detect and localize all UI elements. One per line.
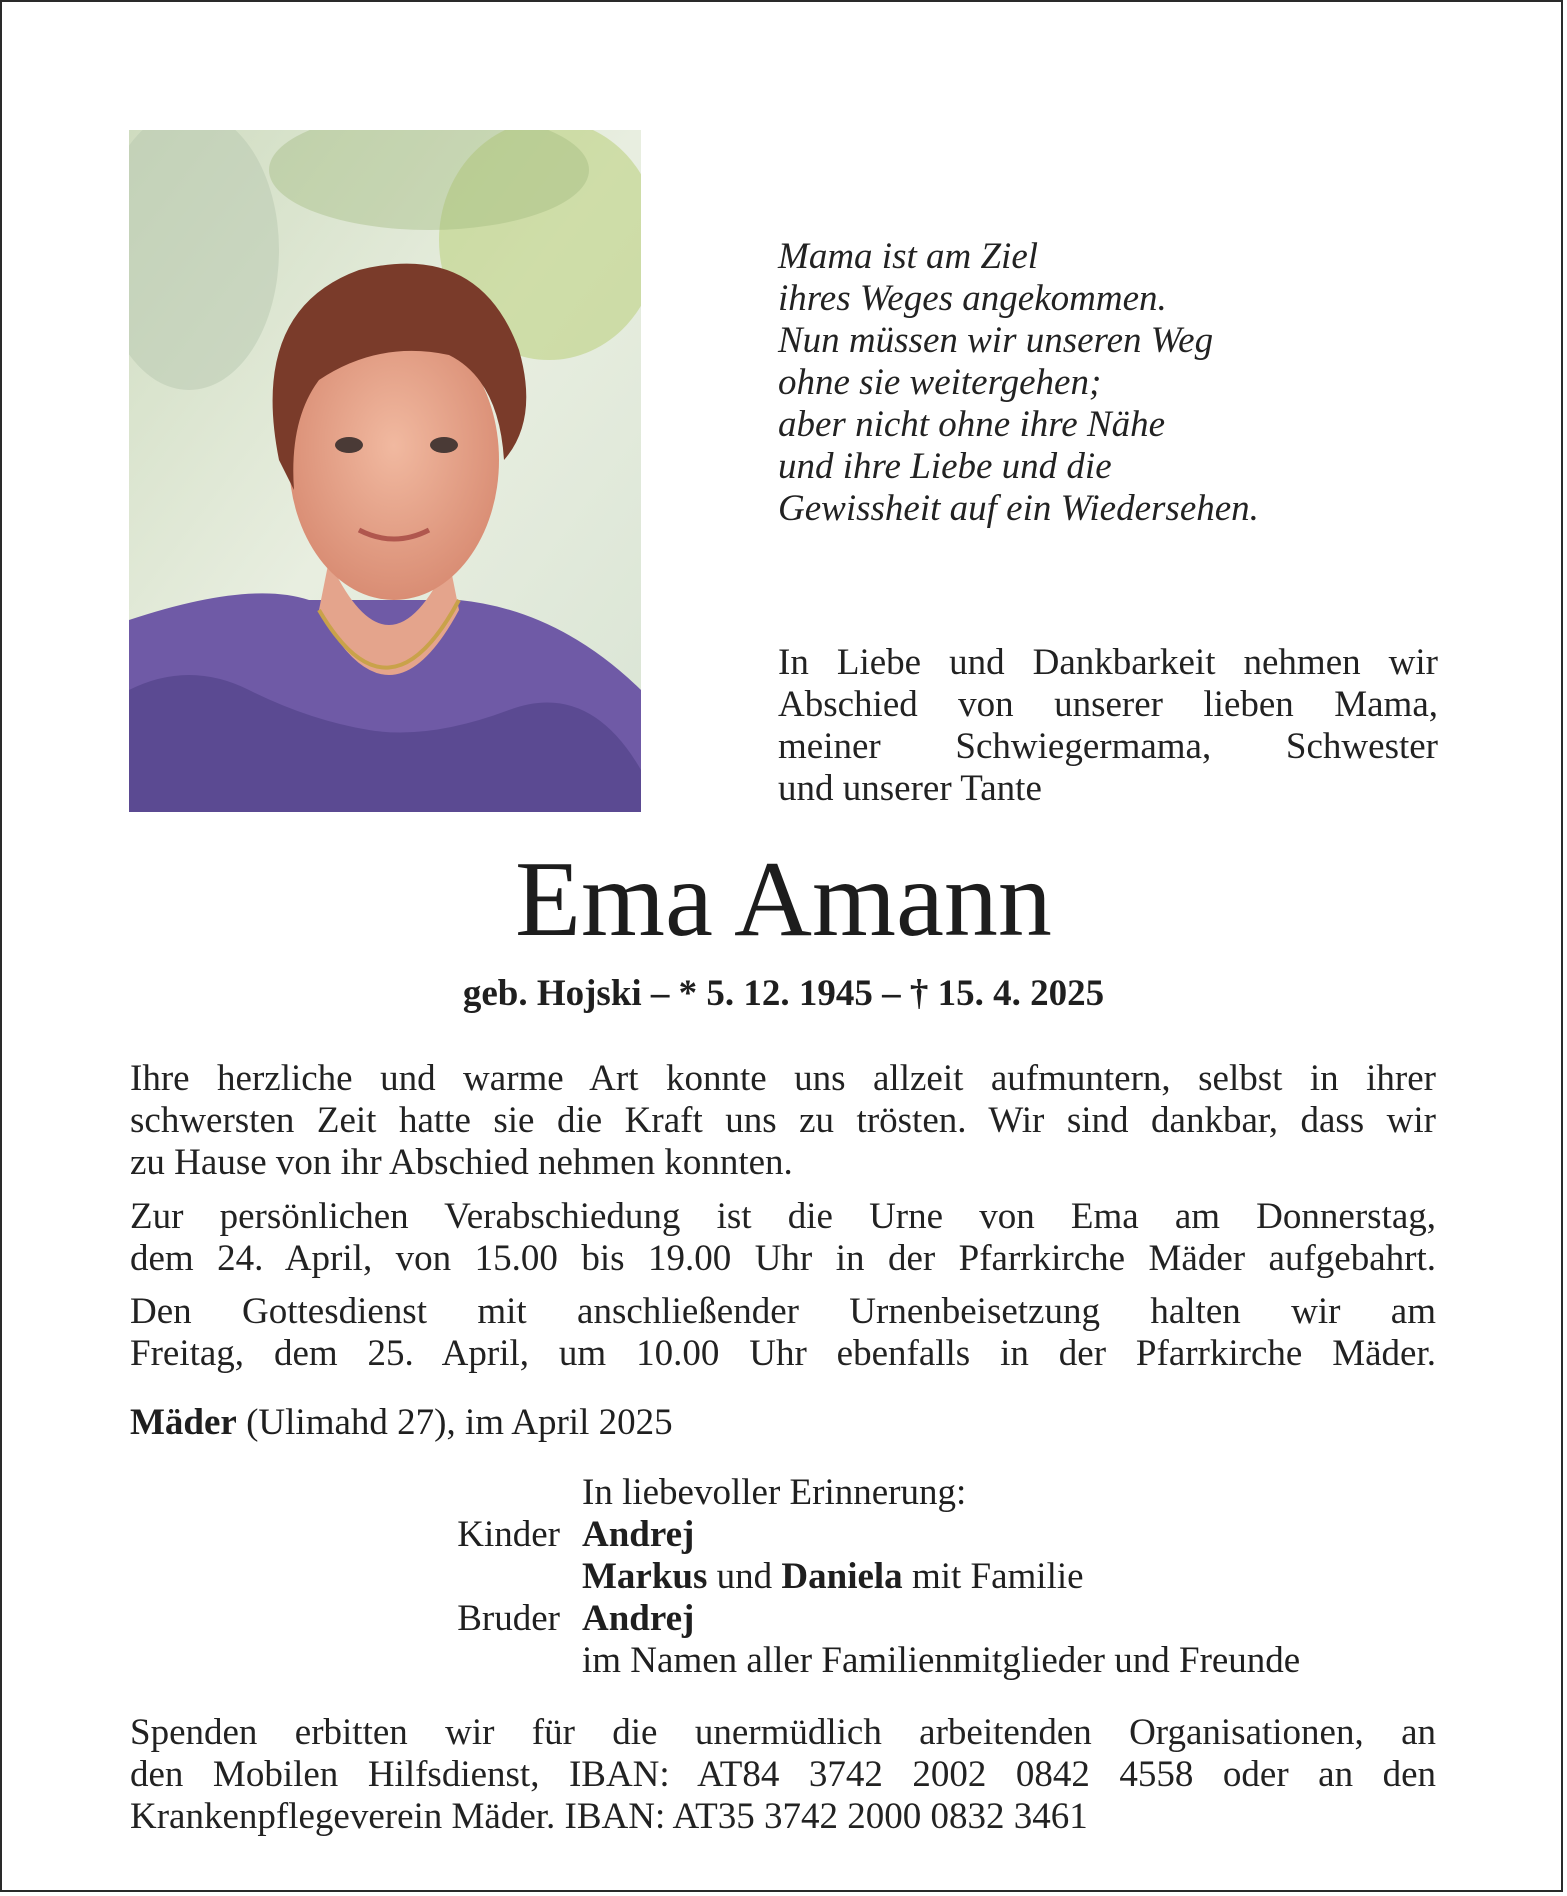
mourner-line: im Namen aller Familienmitglieder und Freunde	[582, 1640, 1301, 1681]
paragraph-3	[130, 1291, 1436, 1375]
verse-line: Nun müssen wir unseren Weg	[778, 320, 1214, 361]
birth-death-dates: geb. Hojski – * 5. 12. 1945 – † 15. 4. 2025	[462, 973, 1105, 1014]
connector-text: mit Familie	[902, 1556, 1084, 1597]
connector-text: und	[707, 1556, 782, 1597]
verse-line: aber nicht ohne ihre Nähe	[778, 404, 1166, 445]
intro-line: und unserer Tante	[778, 768, 1042, 809]
paragraph-line: dem 24. April, von 15.00 bis 19.00 Uhr in der Pfarrkirche Mäder aufgebahrt.	[130, 1238, 1436, 1279]
intro-line: meiner Schwiegermama, Schwester	[778, 726, 1438, 767]
mourner-line	[582, 1556, 1084, 1598]
paragraph-line: Ihre herzliche und warme Art konnte uns allzeit aufmuntern, selbst in ihrer	[130, 1058, 1436, 1099]
paragraph-line: schwersten Zeit hatte sie die Kraft uns zu trösten. Wir sind dankbar, dass wir	[130, 1100, 1436, 1141]
paragraph-line: Krankenpflegeverein Mäder. IBAN: AT35 3742 2000 0832 3461	[130, 1796, 1088, 1837]
mourner-name-text: Daniela	[781, 1556, 903, 1597]
intro-text	[778, 642, 1438, 810]
verse-line: und ihre Liebe und die	[778, 446, 1112, 487]
deceased-name: Ema Amann	[515, 840, 1052, 959]
relation-label: Bruder	[457, 1598, 560, 1639]
paragraph-line: zu Hause von ihr Abschied nehmen konnten.	[130, 1142, 793, 1183]
mourners-heading: In liebevoller Erinnerung:	[582, 1472, 967, 1513]
verse-line: Mama ist am Ziel	[778, 236, 1039, 277]
place-and-date	[130, 1402, 673, 1444]
relation-label: Kinder	[457, 1514, 560, 1555]
portrait-photo	[129, 130, 641, 812]
mourner-name	[582, 1598, 694, 1640]
place-town: Mäder	[130, 1402, 237, 1443]
mourner-name-text: Markus	[582, 1556, 708, 1597]
paragraph-2	[130, 1196, 1436, 1280]
paragraph-line: Zur persönlichen Verabschiedung ist die Urne von Ema am Donnerstag,	[130, 1196, 1436, 1237]
place-rest: (Ulimahd 27), im April 2025	[236, 1402, 673, 1443]
mourner-name	[582, 1514, 694, 1556]
paragraph-line: Spenden erbitten wir für die unermüdlich arbeitenden Organisationen, an	[130, 1712, 1436, 1753]
paragraph-1	[130, 1058, 1436, 1184]
mourner-name-text: Andrej	[582, 1598, 695, 1639]
verse-line: ihres Weges angekommen.	[778, 278, 1167, 319]
mourner-name-text: Andrej	[582, 1514, 695, 1555]
donations-paragraph	[130, 1712, 1436, 1838]
paragraph-line: Freitag, dem 25. April, um 10.00 Uhr ebenfalls in der Pfarrkirche Mäder.	[130, 1333, 1436, 1374]
verse	[778, 236, 1259, 530]
verse-line: Gewissheit auf ein Wiedersehen.	[778, 488, 1259, 529]
verse-line: ohne sie weitergehen;	[778, 362, 1102, 403]
intro-line: Abschied von unserer lieben Mama,	[778, 684, 1438, 725]
paragraph-line: Den Gottesdienst mit anschließender Urnenbeisetzung halten wir am	[130, 1291, 1436, 1332]
paragraph-line: den Mobilen Hilfsdienst, IBAN: AT84 3742 2002 0842 4558 oder an den	[130, 1754, 1436, 1795]
intro-line: In Liebe und Dankbarkeit nehmen wir	[778, 642, 1438, 683]
